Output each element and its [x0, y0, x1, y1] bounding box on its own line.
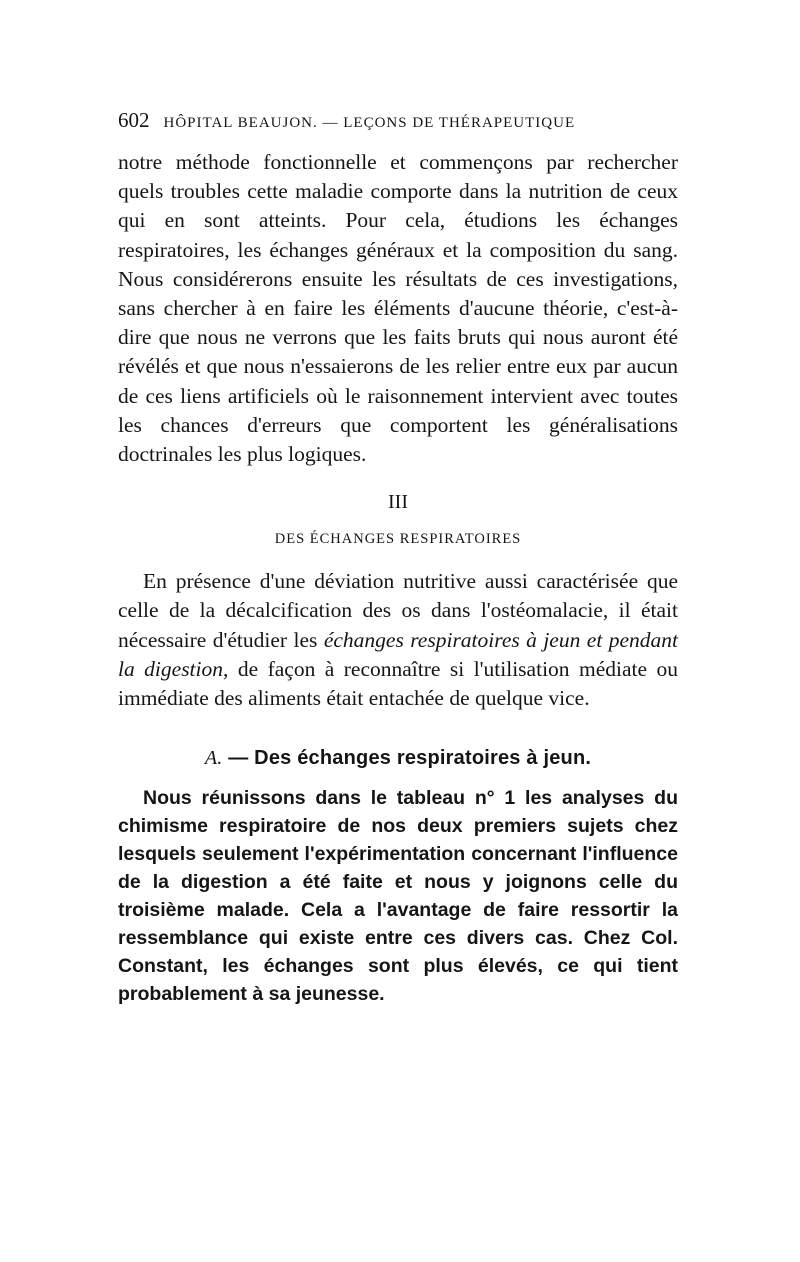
paragraph-text-after-italic: , de façon à reconnaître si l'utilisation médiate ou immédiate des aliments était entachée de quelque vice. [118, 656, 678, 711]
paragraph-respiratory-study [118, 567, 678, 713]
page-number: 602 [118, 108, 150, 132]
paragraph-table-analysis: Nous réunissons dans le tableau n° 1 les analyses du chimisme respiratoire de nos deux premiers sujets chez lesquels seulement l'expérimentation concernant l'influence de la digestion a été faite et nous y joignons celle du troisième malade. Cela a l'avantage de faire ressortir la ressemblance qui existe entre ces divers cas. Chez Col. Constant, les échanges sont plus élevés, ce qui tient probablement à sa jeunesse. [118, 787, 678, 1006]
running-title: HÔPITAL BEAUJON. — LEÇONS DE THÉRAPEUTIQUE [163, 115, 576, 131]
paragraph-intro: notre méthode fonctionnelle et commençons par rechercher quels troubles cette maladie comporte dans la nutrition de ceux qui en sont atteints. Pour cela, étudions les échanges respiratoires, les échanges généraux et la composition du sang. Nous considérerons ensuite les résultats de ces investigations, sans chercher à en faire les éléments d'aucune théorie, c'est-à-dire que nous ne verrons que les faits bruts qui nous auront été révélés et que nous n'essaierons de les relier entre eux par aucun de ces liens artificiels où le raisonnement intervient avec toutes les chances d'erreurs que comportent les généralisations doctrinales les plus logiques. [118, 150, 678, 467]
subsection-title-text: — Des échanges respiratoires à jeun. [222, 747, 592, 770]
running-header [118, 108, 678, 148]
page-content [118, 108, 678, 1008]
subsection-letter: A. [204, 747, 223, 770]
section-number: III [388, 491, 408, 514]
section-title: DES ÉCHANGES RESPIRATOIRES [274, 531, 522, 548]
italic-emphasis: échanges respiratoires à jeun et pendant la digestion [118, 627, 678, 681]
subsection-title [118, 747, 678, 770]
paragraph-text-before-italic: En présence d'une déviation nutritive aussi caractérisée que celle de la décalcification des os dans l'ostéomalacie, il était nécessaire d'étudier les [118, 569, 678, 652]
